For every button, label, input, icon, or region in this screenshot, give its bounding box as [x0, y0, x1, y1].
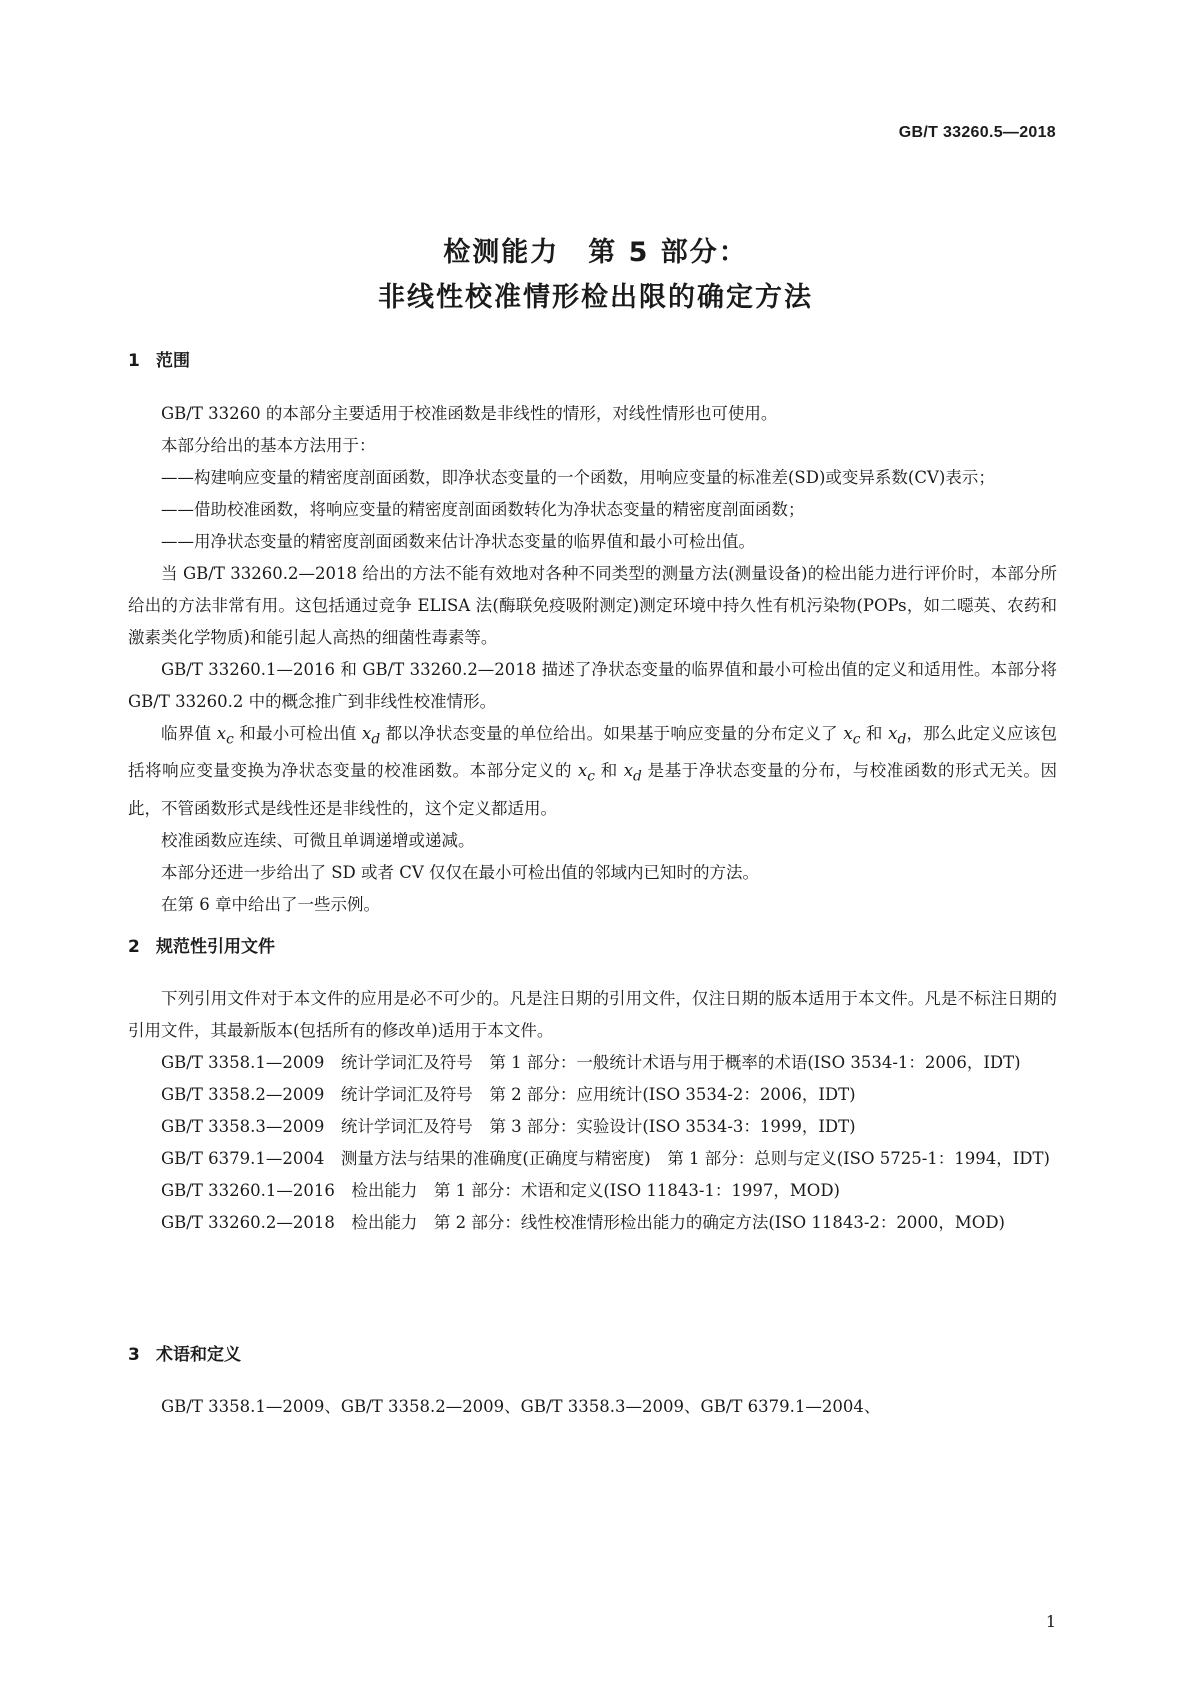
text-run: 临界值 — [161, 724, 217, 743]
reference-item: GB/T 6379.1—2004 测量方法与结果的准确度(正确度与精密度) 第 1 部分：总则与定义(ISO 5725-1：1994，IDT) — [161, 1149, 1050, 1168]
document-title-line-2: 非线性校准情形检出限的确定方法 — [378, 282, 813, 313]
paragraph: GB/T 33260.1—2016 和 GB/T 33260.2—2018 描述了净状态变量的临界值和最小可检出值的定义和适用性。本部分将 GB/T 33260.2 中的概念推广到非线性校准情形。 — [128, 660, 1057, 711]
page-number: 1 — [1045, 1612, 1056, 1631]
document-title-line-1: 检测能力 第 5 部分： — [443, 237, 748, 268]
variable-xc: $x_c$ — [577, 761, 595, 785]
variable-xd: $x_d$ — [362, 724, 381, 748]
reference-item: GB/T 3358.1—2009 统计学词汇及符号 第 1 部分：一般统计术语与用于概率的术语(ISO 3534-1：2006，IDT) — [161, 1053, 1021, 1072]
paragraph: GB/T 33260 的本部分主要适用于校准函数是非线性的情形，对线性情形也可使用。 — [161, 404, 778, 423]
reference-item: GB/T 3358.2—2009 统计学词汇及符号 第 2 部分：应用统计(ISO 3534-2：2006，IDT) — [161, 1085, 856, 1104]
terms-body — [128, 1391, 1057, 1423]
list-item: ——用净状态变量的精密度剖面函数来估计净状态变量的临界值和最小可检出值。 — [161, 532, 755, 551]
reference-item: GB/T 3358.3—2009 统计学词汇及符号 第 3 部分：实验设计(ISO 3534-3：1999，IDT) — [161, 1117, 856, 1136]
paragraph: 本部分还进一步给出了 SD 或者 CV 仅仅在最小可检出值的邻域内已知时的方法。 — [161, 862, 760, 882]
normative-body — [128, 983, 1057, 1239]
variable-xd: $x_d$ — [888, 724, 907, 748]
paragraph: 当 GB/T 33260.2—2018 给出的方法不能有效地对各种不同类型的测量方法(测量设备)的检出能力进行评价时，本部分所给出的方法非常有用。这包括通过竞争 ELISA 法(酶联免疫吸附测定)测定环境中持久性有机污染物(POPs，如二噁英、农药和激素类化学物质)和能引起人高热的细菌性毒素等。 — [128, 564, 1057, 647]
variable-xc: $x_c$ — [843, 724, 861, 748]
variable-xd: $x_d$ — [623, 761, 642, 785]
section-heading-normative — [128, 932, 275, 957]
section-number: 1 — [128, 351, 140, 371]
paragraph: 本部分给出的基本方法用于： — [161, 436, 376, 455]
list-item: ——借助校准函数，将响应变量的精密度剖面函数转化为净状态变量的精密度剖面函数； — [161, 500, 805, 519]
text-run: 都以净状态变量的单位给出。如果基于响应变量的分布定义了 — [380, 724, 844, 743]
paragraph: 下列引用文件对于本文件的应用是必不可少的。凡是注日期的引用文件，仅注日期的版本适用于本文件。凡是不标注日期的引用文件，其最新版本(包括所有的修改单)适用于本文件。 — [128, 989, 1057, 1040]
paragraph: 在第 6 章中给出了一些示例。 — [161, 894, 380, 914]
text-run: ，那么此定义应该包括将响应变量变换为净状态变量的校准函数。本部分定义的 — [128, 724, 1058, 781]
paragraph: 校准函数应连续、可微且单调递增或递减。 — [161, 830, 475, 850]
variable-xc: $x_c$ — [216, 724, 234, 748]
text-run: 是基于净状态变量的分布，与校准函数的形式无关。因此，不管函数形式是线性还是非线性的，这个定义都适用。 — [128, 761, 1057, 818]
section-number: 3 — [128, 1345, 140, 1365]
list-item: ——构建响应变量的精密度剖面函数，即净状态变量的一个函数，用响应变量的标准差(SD)或变异系数(CV)表示； — [161, 468, 995, 487]
section-title: 术语和定义 — [156, 1345, 241, 1365]
section-title: 范围 — [156, 351, 190, 371]
text-run: 和 — [594, 761, 624, 781]
section-heading-terms — [128, 1340, 241, 1365]
scope-body — [128, 398, 1057, 921]
section-title: 规范性引用文件 — [156, 937, 275, 957]
reference-item: GB/T 33260.1—2016 检出能力 第 1 部分：术语和定义(ISO 11843-1：1997，MOD) — [161, 1181, 840, 1200]
paragraph-critical-values — [128, 718, 1057, 825]
paragraph: GB/T 3358.1—2009、GB/T 3358.2—2009、GB/T 3358.3—2009、GB/T 6379.1—2004、 — [161, 1397, 881, 1416]
section-heading-scope — [128, 346, 190, 371]
text-run: 和最小可检出值 — [233, 724, 363, 743]
text-run: 和 — [860, 724, 889, 743]
standard-code: GB/T 33260.5—2018 — [898, 124, 1056, 141]
reference-item: GB/T 33260.2—2018 检出能力 第 2 部分：线性校准情形检出能力的确定方法(ISO 11843-2：2000，MOD) — [161, 1213, 1005, 1232]
section-number: 2 — [128, 937, 140, 957]
